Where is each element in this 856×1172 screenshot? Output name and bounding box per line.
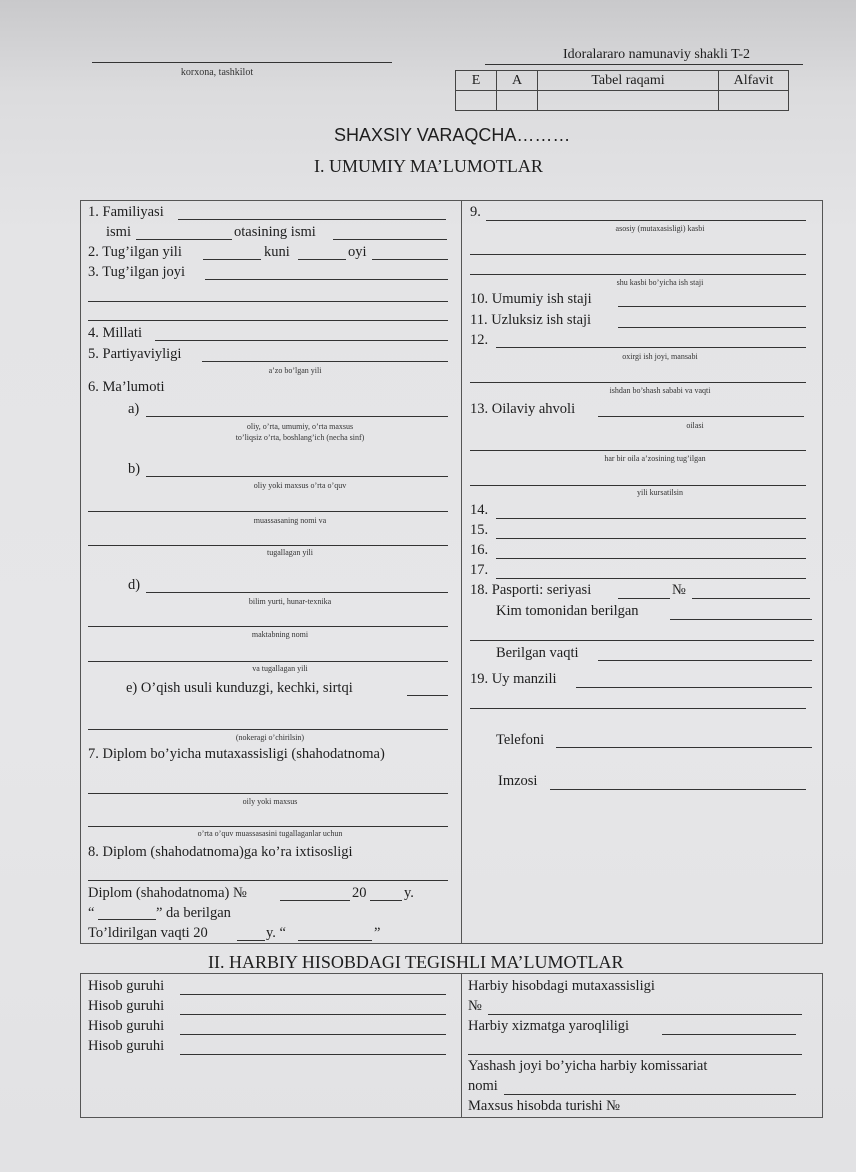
field-ixtisosligi-label: 8. Diplom (shahodatnoma)ga ko’ra ixtisosligi — [88, 844, 353, 860]
field-9-line2[interactable] — [470, 254, 806, 255]
org-caption: korxona, tashkilot — [180, 67, 254, 78]
malumoti-a-input[interactable] — [146, 416, 448, 417]
tugilgan-joyi-input[interactable] — [205, 279, 448, 280]
toldirilgan-label: To’ldirilgan vaqti 20 — [88, 925, 208, 941]
hisob-guruhi-3-input[interactable] — [180, 1034, 446, 1035]
caption-muassasa: muassasaning nomi va — [253, 516, 327, 525]
oqish-usuli-label: e) O’qish usuli kunduzgi, kechki, sirtqi — [126, 680, 353, 696]
field-17-input[interactable] — [496, 578, 806, 579]
toldirilgan-close: ” — [374, 925, 381, 941]
caption-shu-kasbi: shu kasbi bo’yicha ish staji — [616, 278, 704, 287]
field-tugilgan-yili-label: 2. Tug’ilgan yili — [88, 244, 182, 260]
imzosi-label: Imzosi — [498, 773, 538, 789]
tugilgan-joyi-line3[interactable] — [88, 320, 448, 321]
military-divider — [461, 973, 462, 1117]
ismi-input[interactable] — [136, 239, 232, 240]
va-tugallagan-input[interactable] — [88, 661, 448, 662]
malumoti-b-label: b) — [128, 461, 141, 477]
field-12-line2[interactable] — [470, 382, 806, 383]
diplom-year-prefix: 20 — [352, 885, 367, 901]
field-9-label: 9. — [470, 204, 481, 220]
tugilgan-joyi-line2[interactable] — [88, 301, 448, 302]
tugallagan-input[interactable] — [88, 545, 448, 546]
yaroqliligi-label: Harbiy xizmatga yaroqliligi — [468, 1018, 630, 1034]
field-15-label: 15. — [470, 522, 489, 538]
hisob-guruhi-3-label: Hisob guruhi — [88, 1018, 165, 1034]
field-15-input[interactable] — [496, 538, 806, 539]
muassasa-input[interactable] — [88, 511, 448, 512]
column-divider — [461, 200, 462, 943]
oilaviy-line3[interactable] — [470, 485, 806, 486]
maxsus-hisob-label: Maxsus hisobda turishi № — [468, 1098, 620, 1114]
familiyasi-input[interactable] — [178, 219, 446, 220]
field-uzluksiz-staji-label: 11. Uzluksiz ish staji — [470, 312, 592, 328]
field-millati-label: 4. Millati — [88, 325, 142, 341]
kuni-input[interactable] — [298, 259, 346, 260]
reg-cell-a[interactable] — [497, 91, 538, 111]
tugilgan-yili-input[interactable] — [203, 259, 261, 260]
reg-cell-e[interactable] — [456, 91, 497, 111]
ismi-label: ismi — [106, 224, 131, 240]
toldirilgan-year-input[interactable] — [237, 940, 265, 941]
komissariat-label: Yashash joyi bo’yicha harbiy komissariat — [468, 1058, 708, 1074]
field-partiyaviyligi-label: 5. Partiyaviyligi — [88, 346, 182, 362]
hisob-guruhi-2-label: Hisob guruhi — [88, 998, 165, 1014]
form-title-line — [485, 64, 803, 65]
field-17-label: 17. — [470, 562, 489, 578]
toldirilgan-y-label: y. “ — [266, 925, 286, 941]
oqish-usuli-input[interactable] — [407, 695, 448, 696]
field-oilaviy-label: 13. Oilaviy ahvoli — [470, 401, 576, 417]
uzluksiz-staji-input[interactable] — [618, 327, 806, 328]
harbiy-number-input[interactable] — [488, 1014, 802, 1015]
caption-asosiy: asosiy (mutaxasisligi) kasbi — [615, 224, 705, 233]
field-malumoti-label: 6. Ma’lumoti — [88, 379, 165, 395]
field-9-line3[interactable] — [470, 274, 806, 275]
field-tugilgan-joyi-label: 3. Tug’ilgan joyi — [88, 264, 186, 280]
diplom-number-label: Diplom (shahodatnoma) № — [88, 885, 247, 901]
oyi-input[interactable] — [372, 259, 448, 260]
harbiy-number-sign: № — [468, 998, 482, 1014]
field-pasport-label: 18. Pasporti: seriyasi — [470, 582, 592, 598]
caption-har-bir: har bir oila a’zosining tug’ilgan — [604, 454, 706, 463]
field-9-input[interactable] — [486, 220, 806, 221]
toldirilgan-date-input[interactable] — [298, 940, 372, 941]
caption-yili: yili kursatilsin — [637, 488, 683, 497]
oqish-usuli-line2[interactable] — [88, 729, 448, 730]
ixtisosligi-input[interactable] — [88, 880, 448, 881]
millati-input[interactable] — [155, 340, 448, 341]
field-uy-manzili-label: 19. Uy manzili — [470, 671, 557, 687]
caption-oxirgi: oxirgi ish joyi, mansabi — [622, 352, 698, 361]
oyi-label: oyi — [348, 244, 367, 260]
field-umumiy-staji-label: 10. Umumiy ish staji — [470, 291, 592, 307]
caption-orta: o’rta o’quv muassasasini tugallaganlar uchun — [197, 829, 343, 838]
pasport-seriya-input[interactable] — [618, 598, 670, 599]
telefoni-label: Telefoni — [496, 732, 545, 748]
caption-nokerak: (nokeragi o’chirilsin) — [235, 733, 305, 742]
harbiy-mutaxassisligi-label: Harbiy hisobdagi mutaxassisligi — [468, 978, 655, 994]
kim-berilgan-label: Kim tomonidan berilgan — [496, 603, 639, 619]
otasining-input[interactable] — [333, 239, 447, 240]
caption-tugallagan: tugallagan yili — [267, 548, 313, 557]
umumiy-staji-input[interactable] — [618, 306, 806, 307]
caption-oilasi: oilasi — [686, 421, 704, 430]
org-line[interactable] — [92, 62, 392, 63]
reg-cell-tabel[interactable] — [538, 91, 719, 111]
uy-manzili-line2[interactable] — [470, 708, 806, 709]
oilaviy-line2[interactable] — [470, 450, 806, 451]
form-title: Idoralararo namunaviy shakli T-2 — [563, 47, 751, 62]
caption-d: bilim yurti, hunar-texnika — [248, 597, 332, 606]
diplom-year-input[interactable] — [370, 900, 402, 901]
hisob-guruhi-1-input[interactable] — [180, 994, 446, 995]
imzosi-input[interactable] — [550, 789, 806, 790]
telefoni-input[interactable] — [556, 747, 812, 748]
komissariat-nomi-label: nomi — [468, 1078, 498, 1094]
caption-oliy: oily yoki maxsus — [242, 797, 298, 806]
field-16-label: 16. — [470, 542, 489, 558]
reg-col-a: A — [497, 71, 538, 91]
oilaviy-input[interactable] — [598, 416, 804, 417]
caption-azo: a’zo bo’lgan yili — [268, 366, 322, 375]
field-14-input[interactable] — [496, 518, 806, 519]
quote-open: “ — [88, 905, 95, 921]
malumoti-b-input[interactable] — [146, 476, 448, 477]
kim-berilgan-line2[interactable] — [470, 640, 814, 641]
reg-cell-alfavit[interactable] — [719, 91, 789, 111]
maktab-input[interactable] — [88, 626, 448, 627]
caption-maktab: maktabning nomi — [251, 630, 309, 639]
diplom-mutaxassisligi-input[interactable] — [88, 793, 448, 794]
diplom-year-suffix: y. — [404, 885, 414, 901]
partiyaviyligi-input[interactable] — [202, 361, 448, 362]
otasining-label: otasining ismi — [234, 224, 316, 240]
caption-b: oliy yoki maxsus o’rta o’quv — [253, 481, 347, 490]
field-familiyasi-label: 1. Familiyasi — [88, 204, 164, 220]
malumoti-a-label: a) — [128, 401, 140, 417]
komissariat-nomi-input[interactable] — [504, 1094, 796, 1095]
da-berilgan-label: ” da berilgan — [156, 905, 231, 921]
field-16-input[interactable] — [496, 558, 806, 559]
reg-col-e: E — [456, 71, 497, 91]
berilgan-vaqti-label: Berilgan vaqti — [496, 645, 579, 661]
kuni-label: kuni — [264, 244, 290, 260]
document-title: SHAXSIY VARAQCHA……… — [334, 125, 571, 145]
section1-heading: I. UMUMIY MA’LUMOTLAR — [314, 156, 543, 176]
registration-table — [455, 70, 789, 111]
yaroqliligi-line2[interactable] — [468, 1054, 802, 1055]
pasport-number-input[interactable] — [692, 598, 810, 599]
field-diplom-mutaxassisligi-label: 7. Diplom bo’yicha mutaxassisligi (shahodatnoma) — [88, 746, 385, 762]
caption-a2: to’liqsiz o’rta, boshlang’ich (necha sinf) — [235, 433, 365, 442]
field-14-label: 14. — [470, 502, 489, 518]
uy-manzili-input[interactable] — [576, 687, 812, 688]
hisob-guruhi-4-label: Hisob guruhi — [88, 1038, 165, 1054]
reg-col-tabel: Tabel raqami — [538, 71, 719, 91]
hisob-guruhi-4-input[interactable] — [180, 1054, 446, 1055]
berilgan-date-input[interactable] — [98, 919, 156, 920]
caption-ishdan: ishdan bo’shash sababi va vaqti — [609, 386, 711, 395]
caption-a1: oliy, o’rta, umumiy, o’rta maxsus — [246, 422, 354, 431]
diplom-mutaxassisligi-line2[interactable] — [88, 826, 448, 827]
diplom-number-input[interactable] — [280, 900, 350, 901]
caption-va-tugallagan: va tugallagan yili — [252, 664, 308, 673]
malumoti-d-input[interactable] — [146, 592, 448, 593]
field-12-label: 12. — [470, 332, 489, 348]
hisob-guruhi-1-label: Hisob guruhi — [88, 978, 165, 994]
yaroqliligi-input[interactable] — [662, 1034, 796, 1035]
pasport-number-sign: № — [672, 582, 686, 598]
reg-col-alfavit: Alfavit — [719, 71, 789, 91]
berilgan-vaqti-input[interactable] — [598, 660, 812, 661]
malumoti-d-label: d) — [128, 577, 141, 593]
field-12-input[interactable] — [496, 347, 806, 348]
section2-heading: II. HARBIY HISOBDAGI TEGISHLI MA’LUMOTLAR — [208, 952, 624, 972]
kim-berilgan-input[interactable] — [670, 619, 812, 620]
hisob-guruhi-2-input[interactable] — [180, 1014, 446, 1015]
